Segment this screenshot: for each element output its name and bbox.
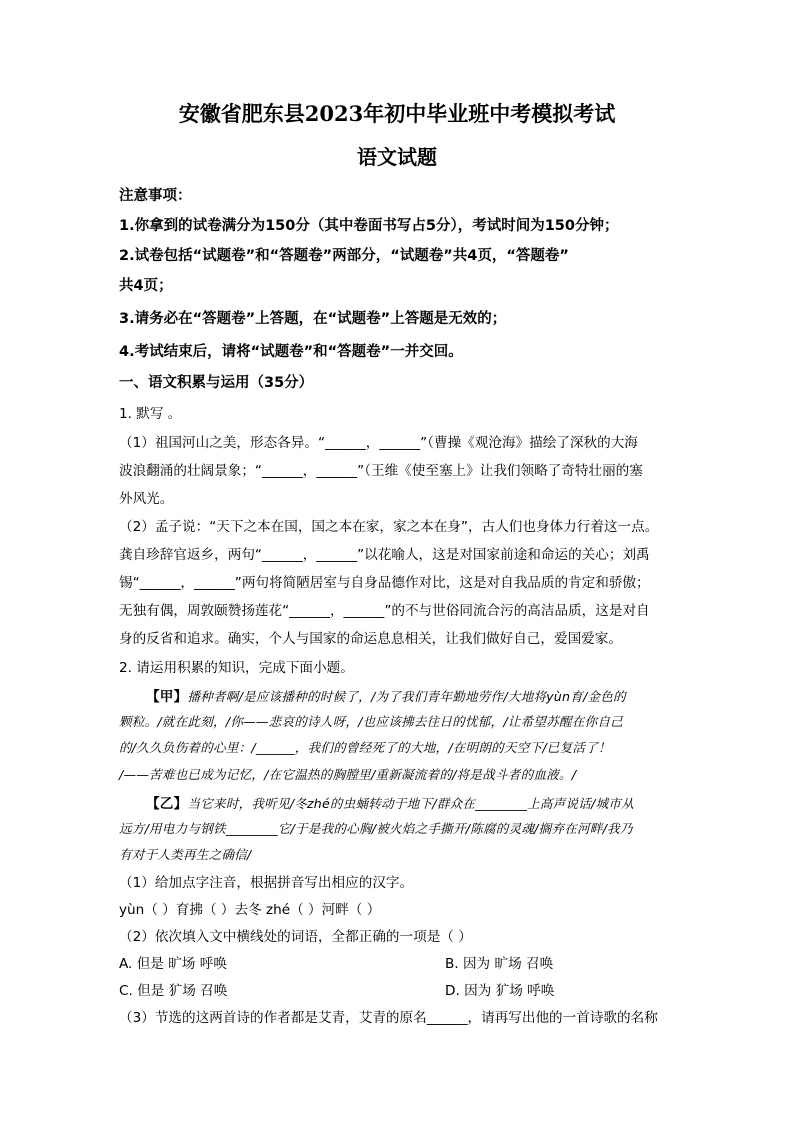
notice-item-2: 2.试卷包括“试题卷”和“答题卷”两部分，“试题卷”共4页，“答题卷”	[119, 248, 569, 264]
notice-item-3: 3.请务必在“答题卷”上答题，在“试题卷”上答题是无效的；	[119, 311, 507, 327]
poem-yi-tag: 【乙】	[146, 796, 188, 812]
q1-p2-line: 龚自珍辞官返乡，两句“______，______”以花喻人，这是对国家前途和命运的关心；刘禹	[119, 547, 650, 563]
option-d: D. 因为 犷场 呼唤	[445, 983, 555, 999]
poem-jia-line	[146, 685, 626, 705]
q2-sub1: （1）给加点字注音，根据拼音写出相应的汉字。	[119, 875, 414, 891]
poem-jia-tag: 【甲】	[146, 689, 188, 705]
notice-heading: 注意事项：	[119, 188, 192, 204]
notice-item-1: 1.你拿到的试卷满分为150分（其中卷面书写占5分），考试时间为150分钟；	[119, 218, 619, 234]
notice-item-2-cont: 共4页；	[119, 278, 173, 294]
poem-yi-line: 远方/用电力与钢铁________它/于是我的心胸/被火焰之手撕开/陈腐的灵魂/搁弃在河畔/我乃	[119, 821, 633, 836]
q2-sub3: （3）节选的这两首诗的作者都是艾青，艾青的原名______，请再写出他的一首诗歌的名称	[119, 1010, 658, 1026]
q1-p2-line: 无独有偶，周敦颐赞扬莲花“______，______”的不与世俗同流合污的高洁品质，这是对自	[119, 603, 650, 619]
exam-title: 安徽省肥东县2023年初中毕业班中考模拟考试	[178, 101, 616, 126]
poem-jia-text: 播种者啊/是应该播种的时候了，/为了我们青年勤地劳作/大地将yùn育/金色的	[187, 689, 626, 704]
q2-label: 2. 请运用积累的知识，完成下面小题。	[119, 660, 354, 676]
poem-jia-line: 的/久久负伤着的心里：/______，我们的曾经死了的大地，/在明朗的天空下/已复活了！	[119, 740, 611, 755]
poem-jia-line: 颗粒。/就在此刻，/你——悲哀的诗人呀，/也应该拂去往日的忧郁，/让希望苏醒在你自己	[119, 714, 623, 729]
option-a: A. 但是 旷场 呼唤	[119, 956, 227, 972]
q1-p1-line: 波浪翻涌的壮阔景象；“______，______”（王维《使至塞上》让我们领略了奇特壮丽的塞	[119, 463, 643, 479]
poem-yi-line	[146, 792, 634, 812]
option-c: C. 但是 犷场 召唤	[119, 983, 228, 999]
q1-p1-line: （1）祖国河山之美，形态各异。“______，______”（曹操《观沧海》描绘了深秋的大海	[119, 435, 638, 451]
q2-sub2: （2）依次填入文中横线处的词语，全都正确的一项是（ ）	[119, 929, 472, 945]
section-heading: 一、语文积累与运用（35分）	[119, 375, 314, 391]
q1-p1-line: 外风光。	[119, 491, 174, 507]
q1-label: 1. 默写 。	[119, 406, 182, 422]
poem-yi-line: 有对于人类再生之确信/	[119, 847, 252, 862]
notice-item-4: 4.考试结束后，请将“试题卷”和“答题卷”一并交回。	[119, 344, 463, 360]
poem-yi-text: 当它来时，我听见/冬zhé的虫蛹转动于地下/群众在________上高声说话/城市从	[187, 796, 634, 811]
q1-p2-line: 锡“______，______”两句将简陋居室与自身品德作对比，这是对自我品质的肯定和骄傲；	[119, 575, 650, 591]
q1-p2-line: 身的反省和追求。确实，个人与国家的命运息息相关，让我们做好自己，爱国爱家。	[119, 631, 622, 647]
exam-subtitle: 语文试题	[357, 145, 437, 169]
option-b: B. 因为 旷场 召唤	[445, 956, 554, 972]
q2-sub1-blanks: yùn（ ）育拂（ ）去冬 zhé（ ）河畔（ ）	[119, 902, 381, 918]
poem-jia-line: /——苦难也已成为记忆，/在它温热的胸膛里/重新凝流着的/将是战斗者的血液。/	[119, 767, 577, 782]
q1-p2-line: （2）孟子说：“天下之本在国，国之本在家，家之本在身”，古人们也身体力行着这一点。	[119, 519, 659, 535]
